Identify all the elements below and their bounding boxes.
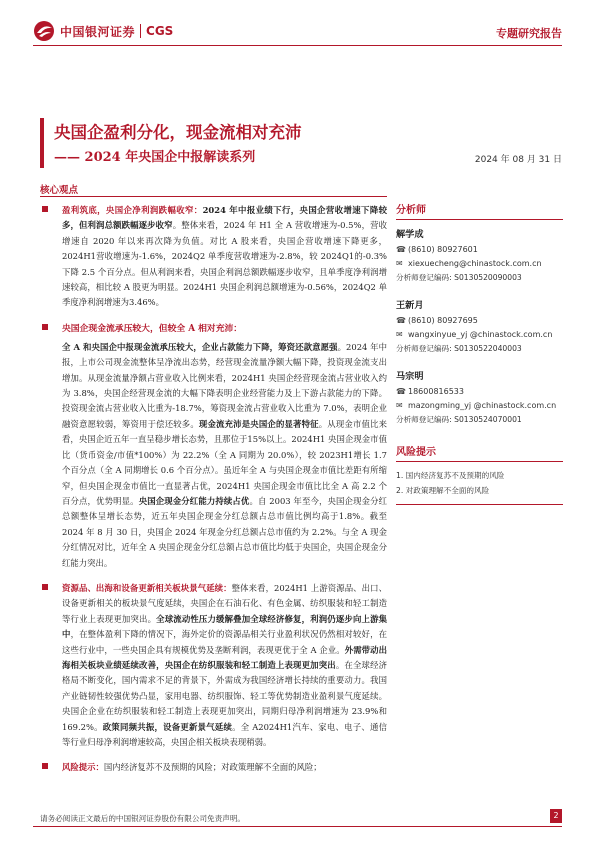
- bullet-paragraph: [62, 581, 387, 750]
- company-logo: [33, 20, 173, 42]
- risk-section-title: 风险提示: [396, 443, 563, 462]
- galaxy-logo-icon: [33, 20, 55, 42]
- report-date: 2024 年 08 月 31 日: [474, 155, 562, 165]
- header-divider: [33, 45, 562, 46]
- bullet-bold-text: 现金流充沛是央国企的显著特征: [198, 418, 319, 429]
- report-title: 央国企盈利分化，现金流相对充沛: [54, 123, 302, 142]
- analyst-registration: 分析师登记编码: S0130524070001: [396, 415, 522, 424]
- core-views-body: [40, 203, 387, 786]
- bullet-text: 。自 2003 年至今，央国企现金分红总额整体呈增长态势，近五年央国企现金分红总额占总市值比例均高于1.8%。截至 2024 年 8 月 30 日，央国企 2024 年现金分红总额占总市值约为 2.2%。与全 A 现金分红情况对比，近年全 A 央国企现金分红总额占总市值比均低于央国企，央国企现金分红能力突出。: [62, 495, 388, 568]
- analyst-phone: (8610) 80927695: [408, 316, 478, 325]
- bullet-text: 。整体来看，2024 年 H1 全 A 营收增速为-0.5%，营收增速自 2020 年以来再次降为负值。对比 A 股来看，央国企营收增速下降更多，2024H1营收增速为-1.6%，2024Q2 单季度营收增速为-2.8%，较 2024Q1的-0.3%下降 2.5 个百分点。但从利润来看，央国企利润总额跌幅逐步收窄，且单季度净利润增速较高，相比较 A 股更为明显。2024H1 央国企利润总额增速为-0.56%，2024Q2 单季度净利润增速为3.46%。: [62, 220, 388, 308]
- page-number: 2: [550, 809, 562, 823]
- analyst-name: 王新月: [396, 300, 424, 311]
- bullet-bold-text: 央国企现金分红能力持续占优: [138, 495, 250, 506]
- bullet-bold-text: 政策同频共振，设备更新景气延续: [102, 721, 233, 732]
- analyst-email-row: [396, 399, 563, 413]
- bullet-marker: [42, 763, 48, 769]
- footer-disclaimer: 请务必阅读正文最后的中国银河证券股份有限公司免责声明。: [40, 814, 246, 823]
- phone-icon: ☎: [396, 245, 406, 254]
- analyst-email-row: [396, 257, 563, 271]
- bullet-bold-text: 全 A 和央国企中报现金流承压较大，企业占款能力下降，筹资还款意愿强: [62, 341, 338, 352]
- bullet-marker: [42, 584, 48, 590]
- report-subtitle: —— 2024 年央国企中报解读系列: [54, 150, 256, 165]
- title-accent-bar: [40, 118, 44, 168]
- analyst-section-title: 分析师: [396, 201, 563, 220]
- bullet-bold-text: 全球流动性压力缓解叠加全球经济修复，利润仍逐步向上游集中: [62, 613, 388, 640]
- bullet-text: 整体来看，2024H1 上游资源品、出口、设备更新相关的板块景气度延续，央国企在石油石化、有色金属、纺织服装和轻工制造等行业上表现更加突出。: [62, 582, 387, 624]
- bullet-sectors: [40, 581, 387, 750]
- analyst-email[interactable]: xiexuecheng@chinastock.com.cn: [408, 259, 542, 268]
- bullet-heading: 资源品、出海和设备更新相关板块景气延续：: [62, 582, 232, 593]
- bullet-bold-text: 2024 年中报业绩下行，央国企营收增速下降较多，但利润总额跌幅逐步收窄: [62, 205, 388, 231]
- bullet-heading: 央国企现金流承压较大，但较全 A 相对充沛：: [62, 323, 243, 334]
- analyst-name: 马宗明: [396, 371, 424, 382]
- bullet-text: 国内经济复苏不及预期的风险；对政策理解不全面的风险；: [103, 762, 322, 773]
- sidebar: [396, 201, 563, 505]
- analyst-registration: 分析师登记编码: S0130522040003: [396, 344, 522, 353]
- bullet-cashflow: [40, 321, 387, 571]
- analyst-card: [396, 226, 563, 285]
- email-icon: ✉: [396, 259, 403, 268]
- logo-text-cn: 中国银河证券: [60, 24, 136, 39]
- bullet-bold-text: 外需带动出海相关板块业绩延续改善，央国企在纺织服装和轻工制造上表现更加突出: [62, 644, 388, 670]
- analyst-phone-row: [396, 314, 563, 328]
- risk-item: 1. 国内经济复苏不及预期的风险: [396, 471, 505, 480]
- risk-box: [396, 443, 563, 505]
- section-divider: [40, 196, 387, 197]
- analyst-email-row: [396, 328, 563, 342]
- bullet-text: ，在整体盈利下降的情况下，海外定价的资源品相关行业盈利状况仍然相对较好，在这些行业中，一些央国企具有规模优势及垄断利润，表现更优于全 A 企业。: [62, 629, 388, 655]
- bullet-marker: [42, 324, 48, 330]
- bullet-text: 。在全球经济格局不断变化，国内需求不足的背景下，外需成为我国经济增长持续的重要动力。我国产业链韧性较强优势凸显，家用电器、纺织服饰、轻工等优势制造业盈利景气度延续。央国企企业在纺织服装和轻工制造上表现更加突出，同期归母净利润增速为 23.9%和 169.2%。: [62, 659, 388, 732]
- bullet-heading: 风险提示：: [62, 762, 104, 773]
- bullet-paragraph: [62, 760, 387, 775]
- bullet-text: 。从现金市值比来看，央国企近五年一直呈稳步增长态势，且那位于15%以上。2024H1 央国企现金市值比（货币资金/市值*100%）为 22.2%（全 A 同期为 20.0%），较 2023H1增长 1.7 个百分点（全 A 同期增长 0.6 个百分点）。虽近年全 A 与央国企现金市值比差距有所缩窄，但央国企现金市值比一直显著占优，2024H1 央国企现金市值比比全 A 高 2.2 个百分点，优势明显。: [62, 418, 388, 506]
- analyst-phone: (8610) 80927601: [408, 245, 478, 254]
- phone-icon: ☎: [396, 387, 406, 396]
- analyst-card: [396, 297, 563, 356]
- email-icon: ✉: [396, 330, 403, 339]
- logo-separator: [140, 24, 141, 38]
- risk-item: 2. 对政策理解不全面的风险: [396, 486, 490, 495]
- analyst-name: 解学成: [396, 229, 424, 240]
- email-icon: ✉: [396, 401, 403, 410]
- bullet-heading: 盈利筑底，央国企净利润跌幅收窄：: [62, 205, 203, 215]
- phone-icon: ☎: [396, 316, 406, 325]
- analyst-phone-row: [396, 385, 563, 399]
- analyst-phone-row: [396, 243, 563, 257]
- bullet-text: 。全 A2024H1汽车、家电、电子、通信等行业归母净利润增速较高，央国企相关板块表现稍弱。: [62, 721, 388, 747]
- analyst-phone: 18600816533: [408, 387, 464, 396]
- risk-divider: [396, 504, 563, 505]
- bullet-risk: [40, 760, 387, 775]
- analyst-card: [396, 368, 563, 427]
- analyst-email[interactable]: mazongming_yj @chinastock.com.cn: [408, 401, 557, 410]
- analyst-email[interactable]: wangxinyue_yj @chinastock.com.cn: [408, 330, 553, 339]
- bullet-marker: [42, 206, 48, 212]
- footer-divider: [33, 826, 562, 827]
- logo-text-en: CGS: [146, 24, 174, 38]
- bullet-paragraph: [62, 340, 387, 571]
- section-label-core-views: 核心观点: [40, 185, 79, 196]
- bullet-text: 。2024 年中报，上市公司现金流整体呈净流出态势，经营现金流量净额大幅下降，投资现金流支出增加。从现金流量净额占营业收入比例来看，2024H1 央国企经营现金流占营业收入约为 3.8%，央国企经营现金流的大幅下降表明企业经营能力及上下游占款能力的下降。投资现金流占营业收入比重为-18.7%，筹资现金流占营业收入比重为 7.0%，表明企业融资意愿较弱，筹资用于偿还较多。: [62, 341, 387, 429]
- analyst-registration: 分析师登记编码: S0130520090003: [396, 273, 522, 282]
- report-type-tag: 专题研究报告: [496, 27, 562, 40]
- bullet-paragraph: [62, 203, 387, 311]
- bullet-profit: [40, 203, 387, 311]
